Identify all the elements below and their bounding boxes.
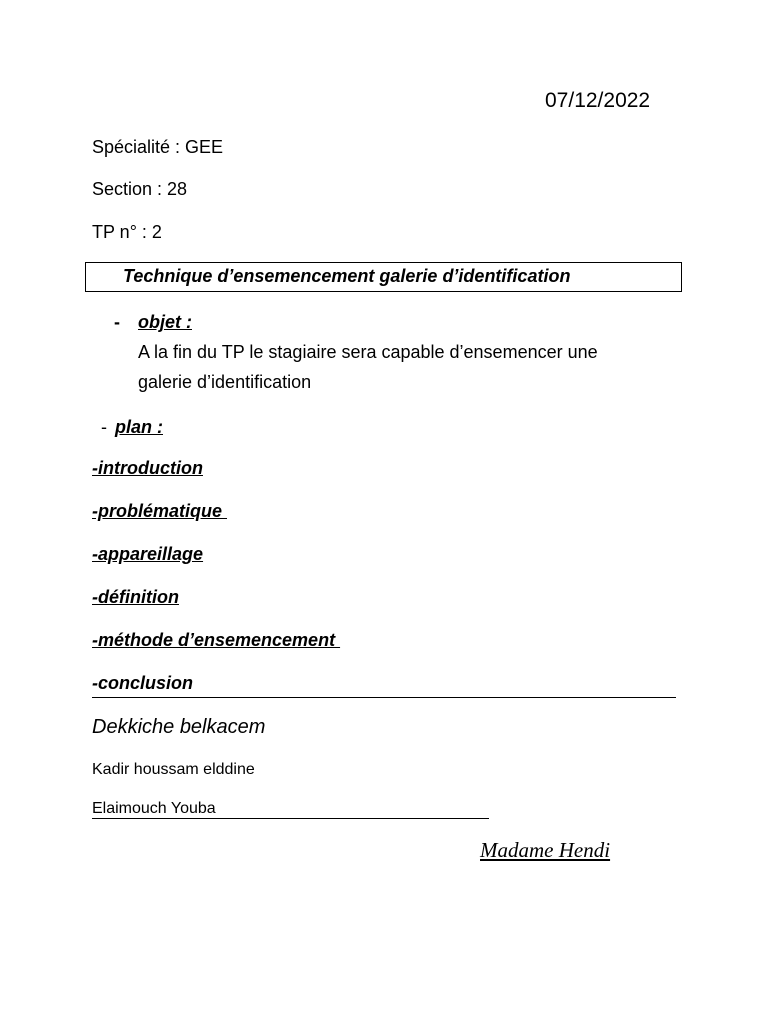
plan-item-introduction: -introduction — [92, 458, 203, 478]
authors-underline — [92, 818, 489, 819]
section-field: Section : 28 — [92, 179, 188, 199]
author-name: Kadir houssam elddine — [92, 761, 255, 778]
document-date: 07/12/2022 — [545, 89, 651, 112]
plan-item-conclusion: -conclusion — [92, 673, 194, 693]
plan-label: plan : — [115, 417, 163, 437]
author-name: Dekkiche belkacem — [92, 716, 266, 738]
plan-item-appareillage: -appareillage — [92, 544, 204, 564]
conclusion-underline — [92, 697, 676, 698]
plan-item-methode: -méthode d’ensemencement — [92, 630, 341, 650]
teacher-name: Madame Hendi — [480, 838, 611, 862]
title-box — [85, 262, 682, 292]
objet-label: objet : — [138, 312, 192, 332]
plan-item-problematique: -problématique — [92, 501, 228, 521]
specialite-field: Spécialité : GEE — [92, 137, 224, 157]
plan-item-definition: -définition — [92, 587, 179, 607]
author-name: Elaimouch Youba — [92, 800, 216, 817]
objet-bullet: - — [114, 312, 120, 332]
plan-prefix: - — [101, 417, 112, 437]
tp-number-field: TP n° : 2 — [92, 222, 162, 242]
objet-text-line1: A la fin du TP le stagiaire sera capable d’ensemencer une — [138, 342, 598, 362]
objet-text-line2: galerie d’identification — [138, 372, 312, 392]
document-title: Technique d’ensemencement galerie d’identification — [123, 266, 571, 286]
